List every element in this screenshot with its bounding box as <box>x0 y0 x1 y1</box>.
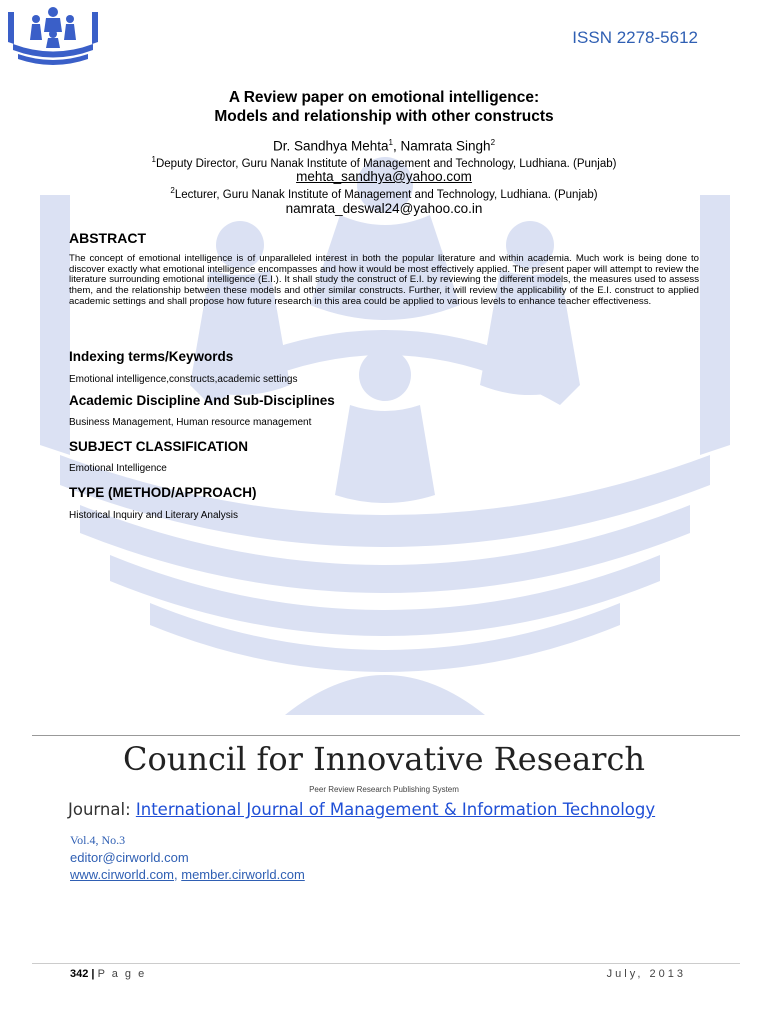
section-heading: TYPE (METHOD/APPROACH) <box>69 485 257 500</box>
website-line <box>70 867 305 882</box>
journal-label: Journal: <box>68 800 136 819</box>
page-label: P a g e <box>97 968 147 980</box>
issn-label: ISSN 2278-5612 <box>572 28 698 47</box>
author-separator: , <box>393 138 401 154</box>
author-email: namrata_deswal24@yahoo.co.in <box>285 201 483 216</box>
affiliation-text: Deputy Director, Guru Nanak Institute of Management and Technology, Ludhiana. (Punjab) <box>155 157 617 170</box>
volume-label: Vol.4, No.3 <box>70 833 126 847</box>
paper-title-line2: Models and relationship with other constructs <box>214 108 554 125</box>
affiliation-text: Lecturer, Guru Nanak Institute of Management and Technology, Ludhiana. (Punjab) <box>174 188 598 201</box>
page-separator: | <box>88 968 98 980</box>
publisher-name: Council for Innovative Research <box>123 740 645 778</box>
author-name: Dr. Sandhya Mehta <box>272 138 389 154</box>
page-number: 342 <box>70 968 89 980</box>
author-name: Namrata Singh <box>400 138 491 154</box>
section-heading: Indexing terms/Keywords <box>69 349 234 364</box>
journal-link[interactable]: International Journal of Management & Information Technology <box>135 800 656 819</box>
section-heading: Academic Discipline And Sub-Disciplines <box>69 393 335 408</box>
affiliation <box>0 186 768 201</box>
author-email[interactable]: mehta_sandhya@yahoo.com <box>296 169 472 184</box>
website-separator: , <box>174 867 182 882</box>
editor-email: editor@cirworld.com <box>70 850 189 865</box>
affiliation-superscript: 1 <box>151 155 156 164</box>
publication-date: July, 2013 <box>606 968 686 980</box>
author-superscript: 2 <box>490 138 496 147</box>
footer-divider <box>32 963 740 964</box>
section-text: Emotional Intelligence <box>69 463 167 474</box>
journal-logo <box>8 4 98 70</box>
abstract-heading: ABSTRACT <box>69 230 146 246</box>
section-heading: SUBJECT CLASSIFICATION <box>69 439 249 454</box>
website-link[interactable]: www.cirworld.com <box>70 867 175 882</box>
section-text: Business Management, Human resource management <box>69 417 312 428</box>
section-text: Historical Inquiry and Literary Analysis <box>69 510 238 521</box>
page-footer <box>70 968 146 980</box>
abstract-text: The concept of emotional intelligence is of unparalleled interest in both the popular literature and within academia. Much work is being done to discover exactly what emotional intelligence encompasses and how it would be most effectively applied. The present paper will attempt to review the literature surrounding emotional intelligence (E.I.). It shall study the construct of E.I. by reviewing the different models, the measures used to assess them, and the relationship between these models and other similar constructs. Further, it will review the applicability of the E.I. construct to applied academic settings and shall propose how future research in this area could be applied to various levels to enhance teacher effectiveness. <box>69 253 699 307</box>
author-line <box>0 138 768 154</box>
section-text: Emotional intelligence,constructs,academic settings <box>69 374 298 385</box>
affiliation <box>0 155 768 170</box>
journal-line <box>68 800 655 819</box>
author-superscript: 1 <box>388 138 393 147</box>
website-link[interactable]: member.cirworld.com <box>181 867 305 882</box>
divider <box>32 735 740 736</box>
publisher-tagline: Peer Review Research Publishing System <box>309 785 459 794</box>
affiliation-superscript: 2 <box>170 186 175 195</box>
paper-title-line1: A Review paper on emotional intelligence: <box>228 89 540 106</box>
